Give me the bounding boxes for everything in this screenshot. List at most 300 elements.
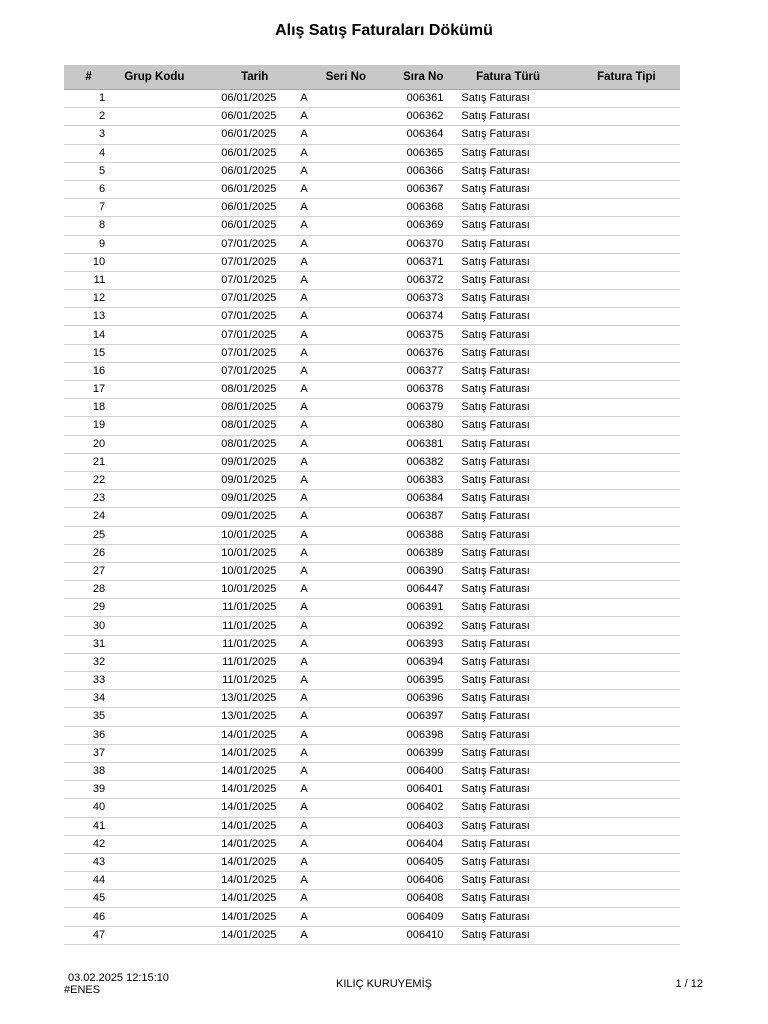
invoice-kind-cell: Satış Faturası	[443, 835, 572, 853]
date-cell: 06/01/2025	[196, 217, 299, 235]
invoice-kind-cell: Satış Faturası	[443, 599, 572, 617]
row-number: 14	[64, 326, 113, 344]
series-no-cell: A	[298, 726, 372, 744]
sequence-no-cell: 006361	[372, 90, 443, 108]
invoice-kind-cell: Satış Faturası	[443, 490, 572, 508]
series-no-cell: A	[298, 908, 372, 926]
invoice-type-cell	[573, 781, 680, 799]
group-code-cell	[113, 744, 196, 762]
invoice-kind-cell: Satış Faturası	[443, 344, 572, 362]
group-code-cell	[113, 817, 196, 835]
series-no-cell: A	[298, 344, 372, 362]
invoice-type-cell	[573, 144, 680, 162]
invoice-kind-cell: Satış Faturası	[443, 690, 572, 708]
date-cell: 06/01/2025	[196, 162, 299, 180]
sequence-no-cell: 006390	[372, 562, 443, 580]
invoice-kind-cell: Satış Faturası	[443, 217, 572, 235]
table-row	[64, 344, 680, 362]
invoice-type-cell	[573, 235, 680, 253]
page-number: 1 / 12	[675, 978, 703, 990]
date-cell: 07/01/2025	[196, 253, 299, 271]
row-number: 28	[64, 581, 113, 599]
sequence-no-cell: 006404	[372, 835, 443, 853]
group-code-cell	[113, 290, 196, 308]
series-no-cell: A	[298, 617, 372, 635]
row-number: 8	[64, 217, 113, 235]
sequence-no-cell: 006365	[372, 144, 443, 162]
invoice-type-cell	[573, 853, 680, 871]
date-cell: 14/01/2025	[196, 726, 299, 744]
invoice-kind-cell: Satış Faturası	[443, 381, 572, 399]
series-no-cell: A	[298, 762, 372, 780]
sequence-no-cell: 006391	[372, 599, 443, 617]
invoice-type-cell	[573, 617, 680, 635]
row-number: 27	[64, 562, 113, 580]
header-row	[64, 65, 680, 90]
invoice-kind-cell: Satış Faturası	[443, 235, 572, 253]
group-code-cell	[113, 326, 196, 344]
group-code-cell	[113, 253, 196, 271]
row-number: 21	[64, 453, 113, 471]
series-no-cell: A	[298, 326, 372, 344]
row-number: 41	[64, 817, 113, 835]
series-no-cell: A	[298, 290, 372, 308]
row-number: 26	[64, 544, 113, 562]
invoice-kind-cell: Satış Faturası	[443, 617, 572, 635]
sequence-no-cell: 006366	[372, 162, 443, 180]
date-cell: 08/01/2025	[196, 399, 299, 417]
date-cell: 08/01/2025	[196, 435, 299, 453]
table-row	[64, 599, 680, 617]
sequence-no-cell: 006367	[372, 180, 443, 198]
invoice-kind-cell: Satış Faturası	[443, 180, 572, 198]
series-no-cell: A	[298, 308, 372, 326]
row-number: 1	[64, 90, 113, 108]
date-cell: 10/01/2025	[196, 544, 299, 562]
group-code-cell	[113, 344, 196, 362]
date-cell: 07/01/2025	[196, 308, 299, 326]
table-row	[64, 126, 680, 144]
series-no-cell: A	[298, 399, 372, 417]
sequence-no-cell: 006380	[372, 417, 443, 435]
group-code-cell	[113, 926, 196, 944]
invoice-type-cell	[573, 217, 680, 235]
invoice-type-cell	[573, 744, 680, 762]
column-header-date: Tarih	[196, 65, 299, 90]
invoice-kind-cell: Satış Faturası	[443, 853, 572, 871]
table-row	[64, 90, 680, 108]
invoice-type-cell	[573, 90, 680, 108]
date-cell: 07/01/2025	[196, 362, 299, 380]
column-header-sequence-no: Sıra No	[372, 65, 443, 90]
series-no-cell: A	[298, 817, 372, 835]
series-no-cell: A	[298, 253, 372, 271]
table-row	[64, 872, 680, 890]
date-cell: 14/01/2025	[196, 872, 299, 890]
invoice-kind-cell: Satış Faturası	[443, 90, 572, 108]
date-cell: 14/01/2025	[196, 926, 299, 944]
series-no-cell: A	[298, 435, 372, 453]
table-row	[64, 781, 680, 799]
row-number: 47	[64, 926, 113, 944]
column-header-group-code: Grup Kodu	[113, 65, 196, 90]
table-row	[64, 308, 680, 326]
group-code-cell	[113, 144, 196, 162]
date-cell: 09/01/2025	[196, 490, 299, 508]
invoice-kind-cell: Satış Faturası	[443, 508, 572, 526]
table-row	[64, 908, 680, 926]
group-code-cell	[113, 835, 196, 853]
row-number: 7	[64, 199, 113, 217]
date-cell: 11/01/2025	[196, 653, 299, 671]
row-number: 46	[64, 908, 113, 926]
group-code-cell	[113, 526, 196, 544]
sequence-no-cell: 006409	[372, 908, 443, 926]
series-no-cell: A	[298, 708, 372, 726]
group-code-cell	[113, 417, 196, 435]
sequence-no-cell: 006374	[372, 308, 443, 326]
sequence-no-cell: 006387	[372, 508, 443, 526]
group-code-cell	[113, 890, 196, 908]
series-no-cell: A	[298, 599, 372, 617]
sequence-no-cell: 006376	[372, 344, 443, 362]
invoice-type-cell	[573, 635, 680, 653]
table-row	[64, 235, 680, 253]
series-no-cell: A	[298, 653, 372, 671]
sequence-no-cell: 006402	[372, 799, 443, 817]
invoice-kind-cell: Satış Faturası	[443, 526, 572, 544]
sequence-no-cell: 006377	[372, 362, 443, 380]
table-row	[64, 199, 680, 217]
group-code-cell	[113, 635, 196, 653]
table-row	[64, 853, 680, 871]
table-row	[64, 526, 680, 544]
invoice-kind-cell: Satış Faturası	[443, 471, 572, 489]
table-row	[64, 690, 680, 708]
series-no-cell: A	[298, 90, 372, 108]
date-cell: 06/01/2025	[196, 126, 299, 144]
row-number: 10	[64, 253, 113, 271]
group-code-cell	[113, 362, 196, 380]
invoice-type-cell	[573, 308, 680, 326]
date-cell: 09/01/2025	[196, 508, 299, 526]
table-row	[64, 581, 680, 599]
sequence-no-cell: 006381	[372, 435, 443, 453]
group-code-cell	[113, 162, 196, 180]
invoice-kind-cell: Satış Faturası	[443, 144, 572, 162]
series-no-cell: A	[298, 744, 372, 762]
invoice-type-cell	[573, 526, 680, 544]
sequence-no-cell: 006388	[372, 526, 443, 544]
table-row	[64, 144, 680, 162]
series-no-cell: A	[298, 417, 372, 435]
series-no-cell: A	[298, 362, 372, 380]
invoice-kind-cell: Satış Faturası	[443, 926, 572, 944]
date-cell: 08/01/2025	[196, 417, 299, 435]
group-code-cell	[113, 108, 196, 126]
group-code-cell	[113, 308, 196, 326]
group-code-cell	[113, 235, 196, 253]
invoice-type-cell	[573, 799, 680, 817]
invoice-type-cell	[573, 508, 680, 526]
sequence-no-cell: 006396	[372, 690, 443, 708]
invoice-type-cell	[573, 290, 680, 308]
series-no-cell: A	[298, 581, 372, 599]
sequence-no-cell: 006392	[372, 617, 443, 635]
sequence-no-cell: 006393	[372, 635, 443, 653]
date-cell: 10/01/2025	[196, 526, 299, 544]
row-number: 34	[64, 690, 113, 708]
date-cell: 10/01/2025	[196, 562, 299, 580]
table-row	[64, 381, 680, 399]
date-cell: 07/01/2025	[196, 326, 299, 344]
invoice-type-cell	[573, 271, 680, 289]
table-row	[64, 635, 680, 653]
row-number: 42	[64, 835, 113, 853]
invoice-type-cell	[573, 890, 680, 908]
table-body	[64, 90, 680, 945]
table-row	[64, 471, 680, 489]
group-code-cell	[113, 126, 196, 144]
group-code-cell	[113, 399, 196, 417]
invoice-type-cell	[573, 162, 680, 180]
group-code-cell	[113, 617, 196, 635]
invoice-type-cell	[573, 672, 680, 690]
column-header-series-no: Seri No	[298, 65, 372, 90]
invoice-kind-cell: Satış Faturası	[443, 908, 572, 926]
sequence-no-cell: 006383	[372, 471, 443, 489]
sequence-no-cell: 006370	[372, 235, 443, 253]
sequence-no-cell: 006378	[372, 381, 443, 399]
invoice-kind-cell: Satış Faturası	[443, 253, 572, 271]
table-row	[64, 817, 680, 835]
sequence-no-cell: 006389	[372, 544, 443, 562]
row-number: 38	[64, 762, 113, 780]
row-number: 43	[64, 853, 113, 871]
series-no-cell: A	[298, 381, 372, 399]
group-code-cell	[113, 762, 196, 780]
invoice-type-cell	[573, 435, 680, 453]
invoice-type-cell	[573, 926, 680, 944]
group-code-cell	[113, 708, 196, 726]
date-cell: 06/01/2025	[196, 144, 299, 162]
table-row	[64, 508, 680, 526]
group-code-cell	[113, 217, 196, 235]
series-no-cell: A	[298, 926, 372, 944]
row-number: 44	[64, 872, 113, 890]
group-code-cell	[113, 490, 196, 508]
row-number: 45	[64, 890, 113, 908]
series-no-cell: A	[298, 490, 372, 508]
sequence-no-cell: 006406	[372, 872, 443, 890]
group-code-cell	[113, 690, 196, 708]
table-row	[64, 435, 680, 453]
group-code-cell	[113, 508, 196, 526]
date-cell: 11/01/2025	[196, 617, 299, 635]
invoice-type-cell	[573, 417, 680, 435]
table-row	[64, 762, 680, 780]
invoice-kind-cell: Satış Faturası	[443, 308, 572, 326]
invoice-type-cell	[573, 362, 680, 380]
invoice-type-cell	[573, 453, 680, 471]
row-number: 40	[64, 799, 113, 817]
table-row	[64, 217, 680, 235]
group-code-cell	[113, 453, 196, 471]
sequence-no-cell: 006375	[372, 326, 443, 344]
series-no-cell: A	[298, 872, 372, 890]
invoice-kind-cell: Satış Faturası	[443, 362, 572, 380]
row-number: 18	[64, 399, 113, 417]
invoice-kind-cell: Satış Faturası	[443, 781, 572, 799]
table-row	[64, 799, 680, 817]
invoice-type-cell	[573, 908, 680, 926]
sequence-no-cell: 006398	[372, 726, 443, 744]
row-number: 22	[64, 471, 113, 489]
invoice-kind-cell: Satış Faturası	[443, 399, 572, 417]
table-row	[64, 926, 680, 944]
group-code-cell	[113, 90, 196, 108]
table-row	[64, 562, 680, 580]
table-row	[64, 672, 680, 690]
invoice-kind-cell: Satış Faturası	[443, 326, 572, 344]
series-no-cell: A	[298, 526, 372, 544]
invoice-type-cell	[573, 108, 680, 126]
row-number: 29	[64, 599, 113, 617]
table-row	[64, 744, 680, 762]
date-cell: 07/01/2025	[196, 290, 299, 308]
group-code-cell	[113, 726, 196, 744]
table-row	[64, 253, 680, 271]
series-no-cell: A	[298, 217, 372, 235]
column-header-number: #	[64, 65, 113, 90]
invoice-type-cell	[573, 599, 680, 617]
table-row	[64, 708, 680, 726]
date-cell: 11/01/2025	[196, 635, 299, 653]
series-no-cell: A	[298, 544, 372, 562]
date-cell: 11/01/2025	[196, 599, 299, 617]
invoice-kind-cell: Satış Faturası	[443, 108, 572, 126]
invoice-kind-cell: Satış Faturası	[443, 744, 572, 762]
table-row	[64, 653, 680, 671]
table-row	[64, 271, 680, 289]
date-cell: 11/01/2025	[196, 672, 299, 690]
series-no-cell: A	[298, 235, 372, 253]
date-cell: 14/01/2025	[196, 744, 299, 762]
series-no-cell: A	[298, 126, 372, 144]
table-row	[64, 490, 680, 508]
row-number: 5	[64, 162, 113, 180]
series-no-cell: A	[298, 690, 372, 708]
date-cell: 06/01/2025	[196, 90, 299, 108]
sequence-no-cell: 006379	[372, 399, 443, 417]
date-cell: 14/01/2025	[196, 762, 299, 780]
series-no-cell: A	[298, 144, 372, 162]
invoice-type-cell	[573, 708, 680, 726]
invoice-type-cell	[573, 726, 680, 744]
sequence-no-cell: 006403	[372, 817, 443, 835]
date-cell: 07/01/2025	[196, 344, 299, 362]
sequence-no-cell: 006400	[372, 762, 443, 780]
row-number: 20	[64, 435, 113, 453]
invoice-kind-cell: Satış Faturası	[443, 126, 572, 144]
table-row	[64, 180, 680, 198]
date-cell: 14/01/2025	[196, 799, 299, 817]
group-code-cell	[113, 872, 196, 890]
invoice-type-cell	[573, 817, 680, 835]
group-code-cell	[113, 653, 196, 671]
table-row	[64, 162, 680, 180]
series-no-cell: A	[298, 199, 372, 217]
invoice-type-cell	[573, 126, 680, 144]
series-no-cell: A	[298, 781, 372, 799]
date-cell: 14/01/2025	[196, 890, 299, 908]
series-no-cell: A	[298, 672, 372, 690]
table-row	[64, 326, 680, 344]
group-code-cell	[113, 908, 196, 926]
date-cell: 06/01/2025	[196, 108, 299, 126]
series-no-cell: A	[298, 108, 372, 126]
invoice-type-cell	[573, 381, 680, 399]
group-code-cell	[113, 271, 196, 289]
row-number: 19	[64, 417, 113, 435]
group-code-cell	[113, 599, 196, 617]
row-number: 24	[64, 508, 113, 526]
series-no-cell: A	[298, 271, 372, 289]
user-tag: #ENES	[64, 984, 101, 996]
invoice-kind-cell: Satış Faturası	[443, 271, 572, 289]
date-cell: 14/01/2025	[196, 835, 299, 853]
invoice-type-cell	[573, 326, 680, 344]
group-code-cell	[113, 544, 196, 562]
invoice-type-cell	[573, 653, 680, 671]
invoice-kind-cell: Satış Faturası	[443, 544, 572, 562]
row-number: 11	[64, 271, 113, 289]
invoice-kind-cell: Satış Faturası	[443, 726, 572, 744]
table-row	[64, 617, 680, 635]
invoice-type-cell	[573, 253, 680, 271]
invoice-type-cell	[573, 872, 680, 890]
group-code-cell	[113, 853, 196, 871]
group-code-cell	[113, 781, 196, 799]
row-number: 16	[64, 362, 113, 380]
report-title: Alış Satış Faturaları Dökümü	[275, 22, 493, 39]
invoice-kind-cell: Satış Faturası	[443, 162, 572, 180]
invoice-table	[64, 65, 680, 945]
invoice-kind-cell: Satış Faturası	[443, 762, 572, 780]
sequence-no-cell: 006394	[372, 653, 443, 671]
row-number: 36	[64, 726, 113, 744]
invoice-type-cell	[573, 762, 680, 780]
sequence-no-cell: 006369	[372, 217, 443, 235]
date-cell: 13/01/2025	[196, 690, 299, 708]
series-no-cell: A	[298, 635, 372, 653]
invoice-type-cell	[573, 471, 680, 489]
invoice-kind-cell: Satış Faturası	[443, 635, 572, 653]
invoice-kind-cell: Satış Faturası	[443, 199, 572, 217]
sequence-no-cell: 006395	[372, 672, 443, 690]
table-row	[64, 399, 680, 417]
invoice-type-cell	[573, 199, 680, 217]
series-no-cell: A	[298, 508, 372, 526]
row-number: 35	[64, 708, 113, 726]
sequence-no-cell: 006382	[372, 453, 443, 471]
invoice-type-cell	[573, 180, 680, 198]
series-no-cell: A	[298, 162, 372, 180]
invoice-type-cell	[573, 835, 680, 853]
invoice-type-cell	[573, 544, 680, 562]
table-row	[64, 362, 680, 380]
sequence-no-cell: 006405	[372, 853, 443, 871]
